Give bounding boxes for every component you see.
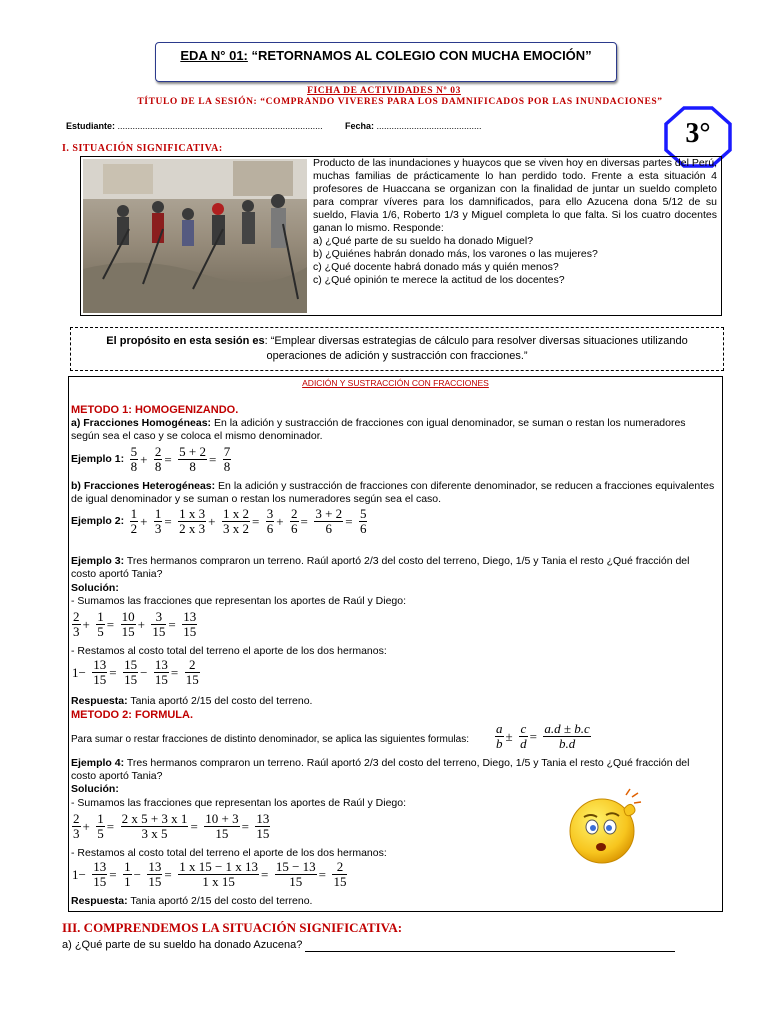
- example4-text: [71, 757, 716, 783]
- content-box: [68, 376, 723, 912]
- question-a: a) ¿Qué parte de su sueldo ha donado Miguel?: [313, 235, 534, 247]
- grade-text: 3°: [685, 118, 711, 149]
- purpose-label: El propósito en esta sesión es: [106, 335, 265, 347]
- answer2-label: Respuesta:: [71, 895, 128, 907]
- example3-text: [71, 555, 716, 581]
- fraction: $\frac{2}{8}$: [154, 444, 162, 474]
- eda-label: EDA N° 01:: [180, 48, 248, 63]
- purpose-content: : “Emplear diversas estrategias de cálculo para resolver diversas situaciones utilizando operaciones de adición y sustracción con fracciones.”: [264, 335, 688, 362]
- homog-definition: [71, 417, 716, 443]
- example4-problem: Tres hermanos compraron un terreno. Raúl aportó 2/3 del costo del terreno, Diego, 1/5 y Tania el resto ¿Qué fracción del costo aportó Tania?: [71, 757, 690, 782]
- homog-label: a) Fracciones Homogéneas:: [71, 417, 212, 429]
- heter-definition: [71, 480, 716, 506]
- answer-label: Respuesta:: [71, 695, 128, 707]
- azucena-question: a) ¿Qué parte de su sueldo ha donado Azucena?: [62, 939, 303, 951]
- example2-label: Ejemplo 2:: [71, 515, 125, 527]
- title-box: [155, 42, 617, 82]
- date-value[interactable]: ..........................................: [376, 121, 482, 131]
- formula: $\frac{a}{b}$ ± $\frac{c}{d}$ = $\frac{a.d \pm b.c}{b.d}$: [496, 721, 590, 751]
- purpose-box: [70, 327, 724, 371]
- session-title: TÍTULO DE LA SESIÓN: “COMPRANDO VIVERES PARA LOS DAMNIFICADOS POR LAS INUNDACIONES”: [137, 97, 663, 107]
- formula-text: Para sumar o restar fracciones de distinto denominador, se aplica las siguientes formulas:: [71, 734, 469, 745]
- situation-text: [313, 157, 717, 287]
- solution2-label: Solución:: [71, 783, 119, 795]
- section3-title: III. COMPRENDEMOS LA SITUACIÓN SIGNIFICATIVA:: [62, 920, 403, 935]
- date-label: Fecha:: [345, 121, 375, 131]
- answer-line: [71, 695, 312, 708]
- step2b-equation: 1− $\frac{13}{15}$ = $\frac{1}{1}$ − $\frac{13}{15}$ = $\frac{1 x 15 - 1 x 13}{1 x 15}$ = $\frac{15 - 13}{15}$ = $\frac{2}{15}$: [72, 859, 347, 889]
- question-c1: c) ¿Qué docente habrá donado más y quién menos?: [313, 261, 559, 273]
- method1-title: METODO 1: HOMOGENIZANDO.: [71, 404, 239, 416]
- homog-text: En la adición y sustracción de fracciones con igual denominador, se suman o restan los numeradores según sea el caso y se coloca el mismo denominador.: [71, 417, 686, 442]
- content-header: ADICIÓN Y SUSTRACCIÓN CON FRACCIONES: [302, 378, 489, 388]
- example1-label: Ejemplo 1:: [71, 453, 125, 465]
- solution-label: Solución:: [71, 582, 119, 594]
- student-line: [66, 121, 323, 131]
- step1b-equation: $\frac{2}{3}$ + $\frac{1}{5}$ = $\frac{2 x 5 + 3 x 1}{3 x 5}$ = $\frac{10 + 3}{15}$ = $\frac{13}{15}$: [73, 811, 270, 841]
- example3-problem: Tres hermanos compraron un terreno. Raúl aportó 2/3 del costo del terreno, Diego, 1/5 y Tania el resto ¿Qué fracción del costo aportó Tania?: [71, 555, 690, 580]
- student-value[interactable]: ..................................................................................: [117, 121, 323, 131]
- ficha-label: FICHA DE ACTIVIDADES Nº 03: [307, 86, 461, 96]
- purpose-text: [81, 334, 713, 364]
- answer2-line: [71, 895, 312, 908]
- fraction: $\frac{7}{8}$: [223, 444, 231, 474]
- heter-label: b) Fracciones Heterogéneas:: [71, 480, 216, 492]
- example1-line: Ejemplo 1: $\frac{5}{8}$ + $\frac{2}{8}$ = $\frac{5 + 2}{8}$ = $\frac{7}{8}$: [71, 444, 231, 474]
- example4-label: Ejemplo 4:: [71, 757, 125, 769]
- situation-paragraph: Producto de las inundaciones y huaycos que se viven hoy en diversas partes del Perú, muchas familias de prácticamente lo han perdido todo. Frente a esta situación 4 profesores de Huaccana se organizan con la finalidad de juntar un sueldo completo para comprar víveres para los damnificados, para ello Azucena dona 5/12 de su sueldo, Flavia 1/6, Roberto 1/3 y Miguel completa lo que falta. Si los cuatro docentes ganan lo mismo. Responde:: [313, 157, 717, 234]
- situation-box: [80, 156, 722, 316]
- step1-text: - Sumamos las fracciones que representan los aportes de Raúl y Diego:: [71, 595, 407, 607]
- heter-text: En la adición y sustracción de fracciones con diferente denominador, se reducen a fracciones equivalentes de igual denominador y se suman o restan los numeradores según sea el caso.: [71, 480, 715, 505]
- section3-question: [62, 939, 675, 952]
- eda-title: [156, 48, 616, 63]
- date-line: [345, 121, 482, 131]
- thinking-emoji-icon: [564, 787, 644, 867]
- answer-text: Tania aportó 2/15 del costo del terreno.: [127, 695, 313, 707]
- eda-title-text: “RETORNAMOS AL COLEGIO CON MUCHA EMOCIÓN”: [251, 48, 592, 63]
- section1-title: I. SITUACIÓN SIGNIFICATIVA:: [62, 143, 223, 154]
- step1-equation: $\frac{2}{3}$ + $\frac{1}{5}$ = $\frac{10}{15}$ + $\frac{3}{15}$ = $\frac{13}{15}$: [73, 609, 197, 639]
- example3-label: Ejemplo 3:: [71, 555, 125, 567]
- question-b: b) ¿Quiénes habrán donado más, los varones o las mujeres?: [313, 248, 598, 260]
- step2b-text: - Restamos al costo total del terreno el aporte de los dos hermanos:: [71, 847, 387, 859]
- step1b-text: - Sumamos las fracciones que representan los aportes de Raúl y Diego:: [71, 797, 407, 809]
- example2-line: Ejemplo 2: $\frac{1}{2}$ + $\frac{1}{3}$ = $\frac{1 x 3}{2 x 3}$ + $\frac{1 x 2}{3 x 2}$ = $\frac{3}{6}$ + $\frac{2}{6}$ = $\frac{3 + 2}{6}$ = $\frac{5}{6}$: [71, 506, 367, 536]
- student-label: Estudiante:: [66, 121, 116, 131]
- question-c2: c) ¿Qué opinión te merece la actitud de los docentes?: [313, 274, 565, 286]
- fraction: $\frac{5}{8}$: [130, 444, 138, 474]
- step2-text: - Restamos al costo total del terreno el aporte de los dos hermanos:: [71, 645, 387, 657]
- step2-equation: 1− $\frac{13}{15}$ = $\frac{15}{15}$ − $\frac{13}{15}$ = $\frac{2}{15}$: [72, 657, 199, 687]
- answer2-text: Tania aportó 2/15 del costo del terreno.: [127, 895, 313, 907]
- answer-blank[interactable]: [305, 940, 675, 952]
- method2-title: METODO 2: FORMULA.: [71, 709, 194, 721]
- fraction: $\frac{5 + 2}{8}$: [179, 444, 206, 474]
- flood-photo: [83, 159, 307, 313]
